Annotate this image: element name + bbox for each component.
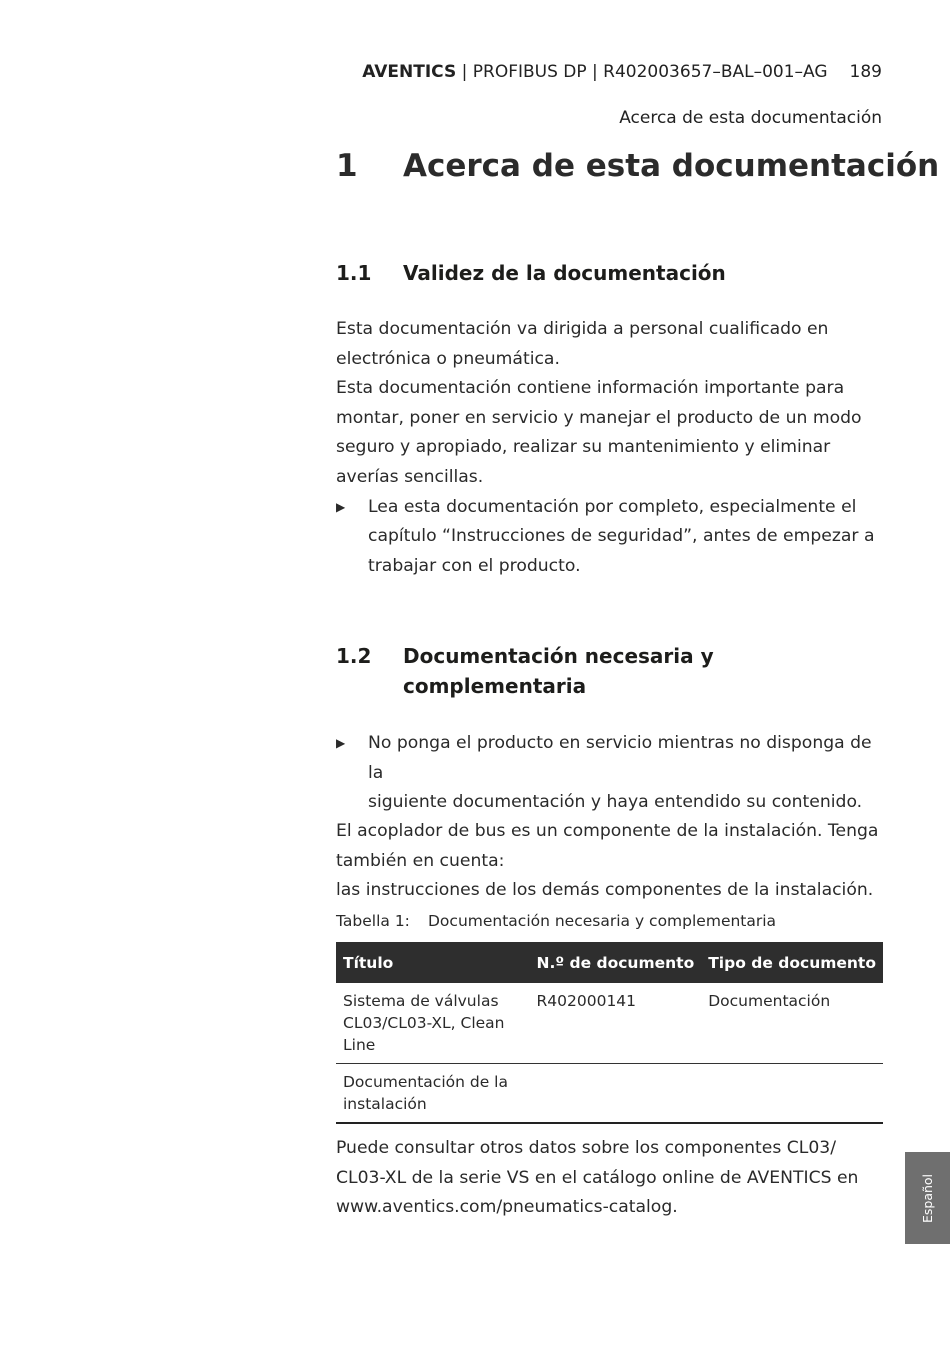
section-1-2-body: [336, 817, 884, 906]
chapter-heading: [336, 148, 939, 184]
section-title: Validez de la documentación: [403, 261, 726, 285]
language-side-tab: [905, 1152, 950, 1244]
chapter-number: 1: [336, 148, 358, 184]
cell-title: [336, 1064, 530, 1124]
body-line: Esta documentación va dirigida a personal cualificado en: [336, 319, 829, 339]
body-line: www.aventics.com/pneumatics-catalog.: [336, 1197, 678, 1218]
body-line: las instrucciones de los demás componentes de la instalación.: [336, 880, 874, 901]
section-1-1-heading: [336, 258, 873, 288]
section-number: 1.2: [336, 644, 372, 668]
section-title-line: complementaria: [403, 674, 587, 698]
column-header-doc-type: Tipo de documento: [701, 942, 883, 983]
instruction-bullet: [336, 493, 884, 582]
section-1-2-heading: [336, 641, 873, 701]
cell-line: Sistema de válvulas: [343, 992, 499, 1010]
cell-doc-type: Documentación: [701, 983, 883, 1064]
body-line: CL03-XL de la serie VS en el catálogo online de AVENTICS en: [336, 1167, 859, 1188]
chapter-title: Acerca de esta documentación: [403, 148, 940, 184]
table-row: [336, 983, 883, 1064]
column-header-title: Título: [336, 942, 530, 983]
document-reference: | PROFIBUS DP | R402003657–BAL–001–AG: [456, 62, 828, 82]
body-line: Puede consultar otros datos sobre los componentes CL03/: [336, 1138, 837, 1158]
bullet-line: capítulo “Instrucciones de seguridad”, antes de empezar a: [368, 526, 875, 547]
body-line: averías sencillas.: [336, 466, 484, 487]
page-number: 189: [849, 62, 882, 82]
column-header-doc-number: N.º de documento: [530, 942, 702, 983]
body-line: seguro y apropiado, realizar su mantenimiento y eliminar: [336, 437, 831, 458]
bullet-arrow-icon: ▶: [336, 736, 346, 750]
page-header: [362, 62, 882, 82]
bullet-arrow-icon: ▶: [336, 499, 346, 514]
bullet-line: siguiente documentación y haya entendido su contenido.: [368, 792, 863, 813]
instruction-bullet: [336, 729, 884, 818]
section-title: [403, 641, 873, 701]
table-caption-label: Tabella 1:: [336, 912, 410, 930]
bullet-line: No ponga el producto en servicio mientras no disponga de la: [368, 733, 872, 783]
cell-line: CL03/CL03-XL, Clean Line: [343, 1014, 505, 1054]
body-line: también en cuenta:: [336, 850, 505, 871]
cell-doc-number: [530, 1064, 702, 1124]
table-caption-text: Documentación necesaria y complementaria: [428, 912, 777, 930]
table-header-row: [336, 942, 883, 983]
cell-doc-type: [701, 1064, 883, 1124]
table-row: [336, 1064, 883, 1124]
cell-line: Documentación de la: [343, 1073, 508, 1091]
section-1-2-bullet: [336, 729, 884, 818]
body-line: montar, poner en servicio y manejar el producto de un modo: [336, 407, 862, 428]
body-line: Esta documentación contiene información importante para: [336, 378, 845, 399]
body-line: electrónica o pneumática.: [336, 348, 560, 369]
closing-paragraph: [336, 1134, 884, 1223]
section-title-line: Documentación necesaria y: [403, 644, 714, 668]
cell-doc-number: R402000141: [530, 983, 702, 1064]
documentation-table: [336, 942, 883, 1124]
bullet-line: trabajar con el producto.: [368, 555, 581, 576]
table-caption: [336, 912, 776, 930]
running-head: Acerca de esta documentación: [619, 108, 882, 128]
cell-line: instalación: [343, 1095, 427, 1113]
language-label: Español: [920, 1173, 935, 1223]
section-number: 1.1: [336, 261, 372, 285]
section-1-1-body: [336, 315, 884, 581]
cell-title: [336, 983, 530, 1064]
bullet-line: Lea esta documentación por completo, especialmente el: [368, 496, 857, 517]
brand-name: AVENTICS: [362, 62, 457, 82]
body-line: El acoplador de bus es un componente de la instalación. Tenga: [336, 821, 879, 841]
